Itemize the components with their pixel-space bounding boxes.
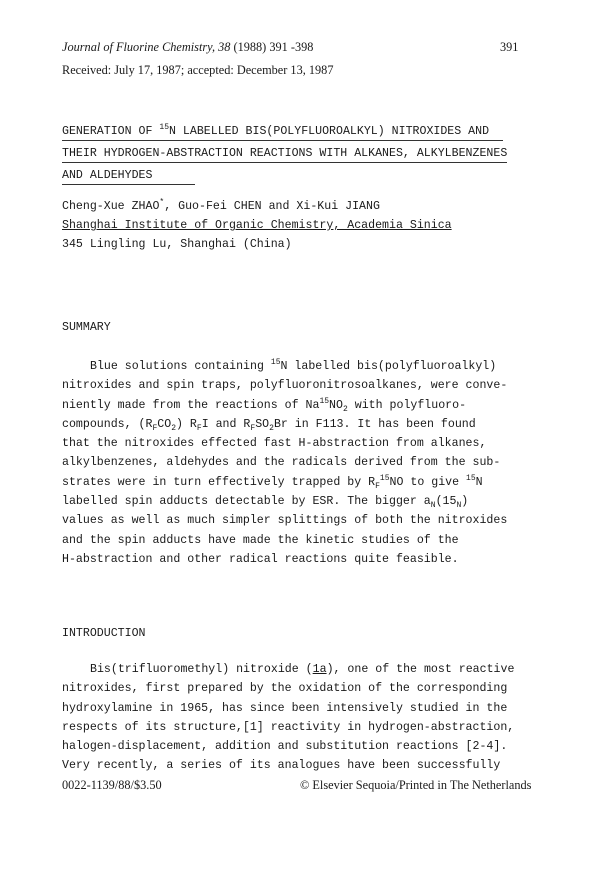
journal-citation: Journal of Fluorine Chemistry, 38 (1988) 391 -398 xyxy=(62,40,314,54)
article-title xyxy=(62,124,507,185)
received-dates: Received: July 17, 1987; accepted: December 13, 1987 xyxy=(62,63,334,77)
page-number: 391 xyxy=(500,40,519,54)
introduction-body: Bis(trifluoromethyl) nitroxide (1a), one of the most reactive nitroxides, first prepared by the oxidation of the corresponding hydroxylamine in 1965, has since been intensively studied in the respects of its structure,[1] reactivity in hydrogen-abstraction, halogen-displacement, addition and substitution reactions [2-4]. Very recently, a series of its analogues have been successfully xyxy=(62,663,515,773)
corresponding-author-star: * xyxy=(159,198,165,207)
journal-year-pages: (1988) 391 -398 xyxy=(230,40,314,54)
summary-body: Blue solutions containing $^{15}$N labelled bis(polyfluoroalkyl) nitroxides and spin traps, polyfluoronitrosoalkanes, were conve- niently made from the reactions of $Na^{15}NO_2$ with polyfluoro- compounds, $(R_FCO_2)$ $R_FI$ and $R_FSO_2Br$ in F113. It has been found that the nitroxides effected fast H-abstraction from alkanes, alkylbenzenes, aldehydes and the radicals derived from the sub- strates were in turn effectively trapped by $R_F^{15}NO$ to give $^{15}$N labelled spin adducts detectable by ESR. The bigger $a_N(15_N)$ values as well as much simpler splittings of both the nitroxides and the spin adducts have made the kinetic studies of the H-abstraction and other radical reactions quite feasible. xyxy=(62,358,508,566)
issn-price: 0022-1139/88/$3.50 xyxy=(62,778,162,792)
copyright-notice: © Elsevier Sequoia/Printed in The Netherlands xyxy=(300,778,532,792)
affiliation-institute: Shanghai Institute of Organic Chemistry, Academia Sinica xyxy=(62,219,452,232)
title-line-2: THEIR HYDROGEN-ABSTRACTION REACTIONS WITH ALKANES, ALKYLBENZENES xyxy=(62,146,507,163)
reference-1a: 1a xyxy=(312,663,327,676)
journal-name: Journal of Fluorine Chemistry xyxy=(62,40,212,54)
authors: Cheng-Xue ZHAO*, Guo-Fei CHEN and Xi-Kui JIANG xyxy=(62,198,380,213)
affiliation-address: 345 Lingling Lu, Shanghai (China) xyxy=(62,238,292,251)
summary-heading: SUMMARY xyxy=(62,321,111,334)
title-line-3: AND ALDEHYDES xyxy=(62,168,195,185)
introduction-heading: INTRODUCTION xyxy=(62,627,146,640)
journal-volume: 38 xyxy=(218,40,231,54)
title-line-1: GENERATION OF $^{15}$N LABELLED BIS(POLYFLUOROALKYL) NITROXIDES AND xyxy=(62,124,503,141)
